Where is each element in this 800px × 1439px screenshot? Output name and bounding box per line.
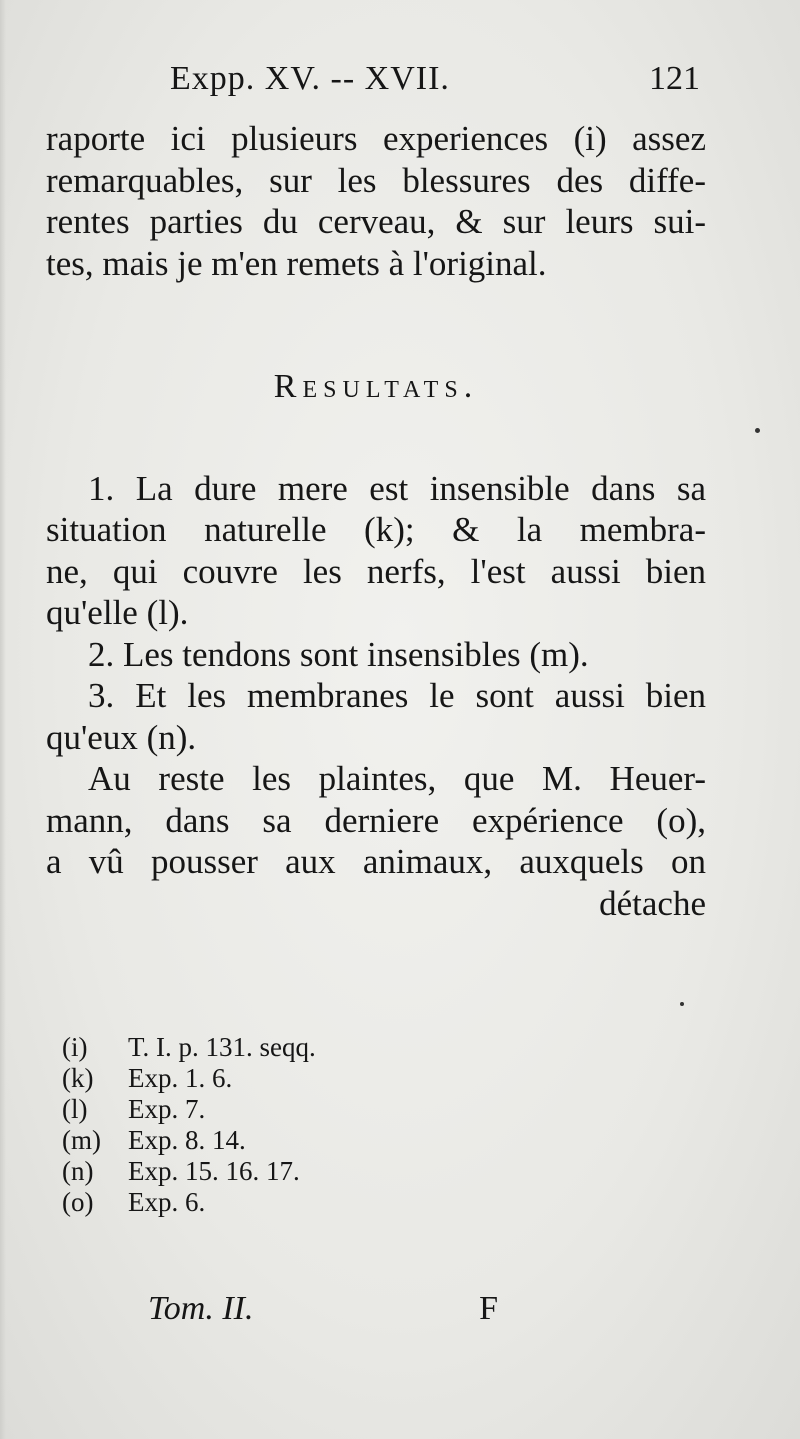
ink-speck — [680, 1002, 684, 1006]
text-line: raporte ici plusieurs experiences (i) assez — [46, 119, 706, 158]
text-line: qu'eux (n). — [46, 717, 197, 757]
text-line: ne, qui couvre les nerfs, l'est aussi bien — [46, 551, 706, 591]
volume-mark: Tom. II. — [148, 1290, 254, 1327]
text-line: a vû pousser aux animaux, auxquels on — [46, 842, 706, 881]
footnote-text: T. I. p. 131. seqq. — [128, 1032, 316, 1062]
signature-mark: F — [479, 1290, 498, 1327]
footnote — [62, 1156, 462, 1187]
text-line: 1. La dure mere est insensible dans sa — [88, 468, 706, 508]
main-text — [46, 118, 706, 924]
footnote-text: Exp. 7. — [128, 1094, 206, 1124]
footnote-mark: (k) — [62, 1063, 94, 1093]
text-line: remarquables, sur les blessures des diffe- — [46, 160, 706, 200]
spacer — [46, 284, 706, 366]
text-line: tes, mais je m'en remets à l'original. — [46, 243, 547, 283]
section-heading-text: Resultats. — [273, 368, 479, 405]
footnote — [62, 1063, 462, 1094]
text-line: rentes parties du cerveau, & sur leurs sui- — [46, 202, 706, 241]
paragraph-continuation — [46, 118, 706, 284]
text-line: Au reste les plaintes, que M. Heuer- — [88, 759, 706, 798]
footnote-text: Exp. 8. 14. — [128, 1125, 246, 1155]
text-line: 2. Les tendons sont insensibles (m). — [88, 634, 589, 674]
running-header — [170, 60, 700, 110]
footnote — [62, 1094, 462, 1125]
text-line: mann, dans sa derniere expérience (o), — [46, 800, 706, 840]
result-item-1 — [46, 468, 706, 634]
footnote-mark: (i) — [62, 1032, 88, 1062]
footnote-mark: (n) — [62, 1156, 94, 1186]
page-number: 121 — [649, 60, 700, 97]
footnote-text: Exp. 1. 6. — [128, 1063, 233, 1093]
ink-speck — [755, 428, 760, 433]
result-item-3 — [46, 675, 706, 758]
footnotes — [62, 1032, 462, 1218]
footnote-text: Exp. 6. — [128, 1187, 206, 1217]
running-title: Expp. XV. -- XVII. — [170, 60, 450, 97]
result-item-2 — [46, 634, 706, 676]
footnote-mark: (l) — [62, 1094, 88, 1124]
text-line: situation naturelle (k); & la membra- — [46, 510, 706, 549]
section-heading — [46, 366, 706, 408]
footnote-mark: (m) — [62, 1125, 101, 1155]
footnote — [62, 1187, 462, 1218]
footnote — [62, 1125, 462, 1156]
footnote — [62, 1032, 462, 1063]
text-line: 3. Et les membranes le sont aussi bien — [88, 676, 706, 715]
footnote-mark: (o) — [62, 1187, 94, 1217]
page-footer — [148, 1290, 498, 1335]
paragraph-heuermann — [46, 758, 706, 924]
footnote-text: Exp. 15. 16. 17. — [128, 1156, 300, 1186]
spacer — [46, 408, 706, 468]
catchword: détache — [599, 883, 706, 923]
text-line: qu'elle (l). — [46, 593, 189, 632]
